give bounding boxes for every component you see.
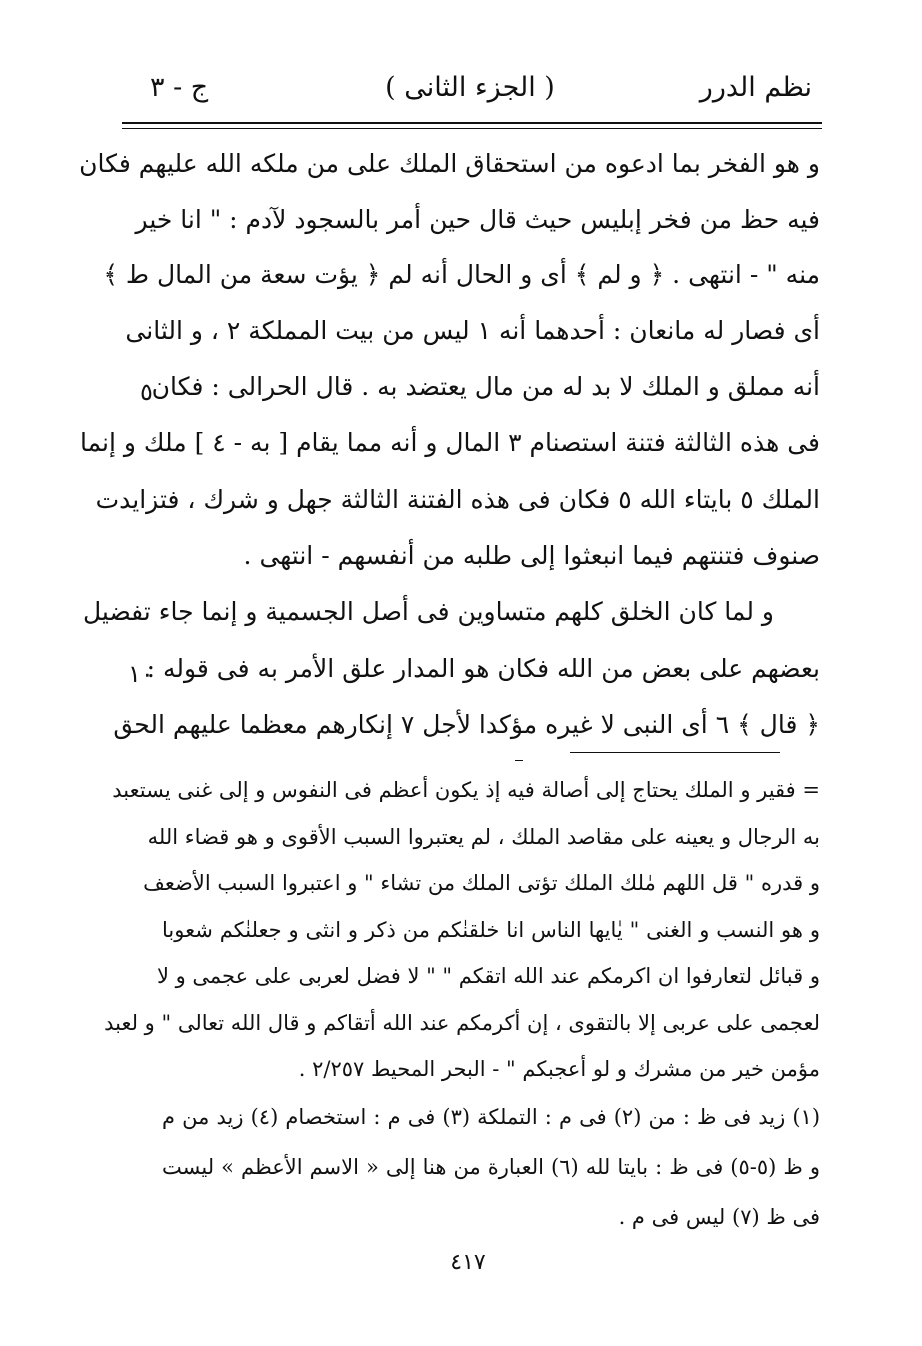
header-rule-thick	[122, 122, 822, 124]
part-number: ج - ٣	[150, 72, 209, 103]
commentary-line: مؤمن خير من مشرك و لو أعجبكم " - البحر المحيط ٢/٢٥٧ .	[298, 1057, 820, 1081]
header-rule-thin	[122, 128, 822, 129]
body-line: فيه حظ من فخر إبليس حيث قال حين أمر بالسجود لآدم : " انا خير	[135, 205, 820, 234]
page-header	[120, 72, 820, 116]
body-line: الملك ٥ بايتاء الله ٥ فكان فى هذه الفتنة الثالثة جهل و شرك ، فتزايدت	[95, 485, 820, 514]
volume-label: ( الجزء الثانى )	[385, 72, 555, 103]
text-underline	[570, 752, 780, 753]
commentary-line: و قدره " قل اللهم مٰلك الملك تؤتى الملك من تشاء " و اعتبروا السبب الأضعف	[143, 871, 820, 895]
body-line: فى هذه الثالثة فتنة استصنام ٣ المال و أنه مما يقام [ به - ٤ ] ملك و إنما	[79, 428, 820, 457]
body-line: أنه مملق و الملك لا بد له من مال يعتضد به . قال الحرالى : فكان	[151, 372, 820, 401]
footnote-line: و ظ (٥-٥) فى ظ : بايتا لله (٦) العبارة من هنا إلى « الاسم الأعظم » ليست	[162, 1155, 820, 1179]
commentary-line: به الرجال و يعينه على مقاصد الملك ، لم يعتبروا السبب الأقوى و هو قضاء الله	[147, 825, 820, 849]
commentary-line: و قبائل لتعارفوا ان اكرمكم عند الله اتقكم " " لا فضل لعربى على عجمى و لا	[156, 964, 820, 988]
body-line: و لما كان الخلق كلهم متساوين فى أصل الجسمية و إنما جاء تفضيل	[82, 597, 774, 626]
footnote-line: (١) زيد فى ظ : من (٢) فى م : التملكة (٣) فى م : استخصام (٤) زيد من م	[162, 1105, 821, 1129]
book-title: نظم الدرر	[699, 72, 812, 103]
body-line: بعضهم على بعض من الله فكان هو المدار علق الأمر به فى قوله :	[146, 654, 820, 683]
margin-line-number: ٥	[140, 378, 153, 406]
footnote-line: فى ظ (٧) ليس فى م .	[618, 1205, 820, 1229]
commentary-line: = فقير و الملك يحتاج إلى أصالة فيه إذ يكون أعظم فى النفوس و إلى غنى يستعبد	[112, 778, 820, 802]
body-line: أى فصار له مانعان : أحدهما أنه ١ ليس من بيت المملكة ٢ ، و الثانى	[125, 316, 820, 345]
body-line: منه " - انتهى . ﴿ و لم ﴾ أى و الحال أنه لم ﴿ يؤت سعة من المال ط ﴾	[103, 260, 820, 289]
commentary-line: و هو النسب و الغنى " يٰايها الناس انا خلقنٰكم من ذكر و انثى و جعلنٰكم شعوبا	[162, 918, 820, 942]
page-number: ٤١٧	[450, 1250, 486, 1275]
separator-dash	[515, 760, 523, 761]
body-line: ﴿ قال ﴾ ٦ أى النبى لا غيره مؤكدا لأجل ٧ إنكارهم معظما عليهم الحق	[113, 710, 820, 739]
body-line: صنوف فتنتهم فيما انبعثوا إلى طلبه من أنفسهم - انتهى .	[243, 541, 820, 570]
body-line: و هو الفخر بما ادعوه من استحقاق الملك على من ملكه الله عليهم فكان	[79, 149, 820, 178]
commentary-line: لعجمى على عربى إلا بالتقوى ، إن أكرمكم عند الله أتقاكم و قال الله تعالى " و لعبد	[104, 1011, 820, 1035]
margin-line-number: ١٠	[128, 660, 154, 688]
